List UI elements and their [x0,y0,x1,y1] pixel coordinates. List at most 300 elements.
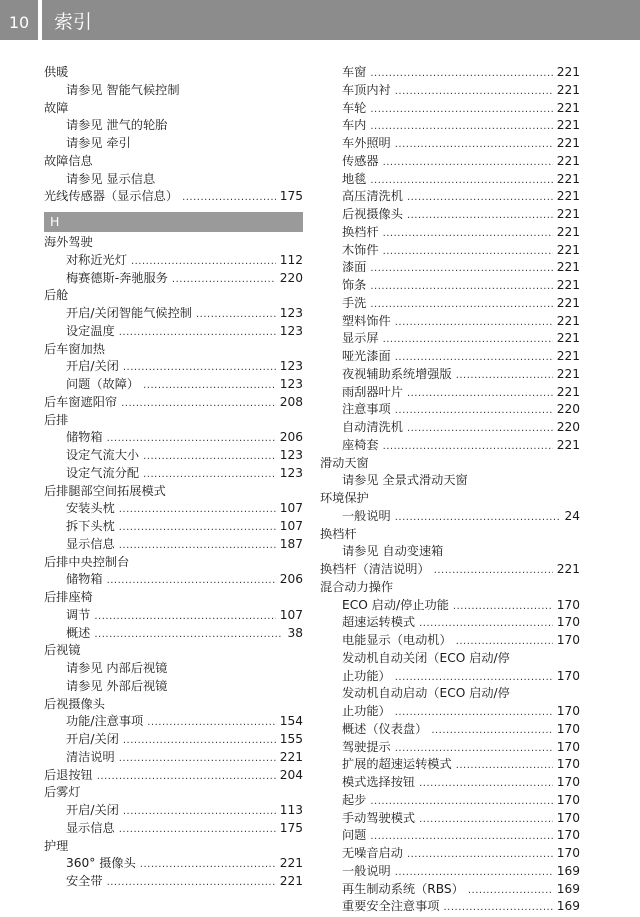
page-reference[interactable]: 170 [556,704,580,718]
dot-leader [395,509,561,527]
dot-leader [419,615,553,633]
entry-label: 扩展的超速运转模式 [342,757,452,772]
entry-label: 调节 [66,607,91,622]
entry-line [66,117,303,135]
page-reference[interactable]: 221 [556,224,580,239]
index-entry [44,188,303,206]
page-reference[interactable]: 123 [279,323,303,338]
entry-line [342,206,580,225]
index-entry [44,642,303,660]
page-reference[interactable]: 221 [556,189,580,204]
page-reference[interactable]: 221 [279,874,303,888]
page-reference[interactable]: 169 [556,899,580,914]
entry-label: 传感器 [342,153,379,168]
entry-label: 地毯 [342,171,367,186]
entry-line [44,188,303,207]
index-entry [44,500,303,518]
page-reference[interactable]: 107 [279,519,303,533]
entry-label: 电能显示（电动机） [342,633,452,647]
dot-leader [407,846,553,864]
entry-label: 座椅套 [342,437,379,452]
dot-leader [370,101,552,119]
index-entry [320,259,580,277]
entry-label: ECO 启动/停止功能 [342,597,449,612]
page-reference[interactable]: 123 [279,448,303,462]
entry-line [342,135,580,154]
index-entry [44,447,303,465]
entry-label: 开启/关闭 [66,732,119,746]
index-entry [44,412,303,430]
entry-line [66,802,303,821]
index-entry [44,376,303,394]
dot-leader [456,757,553,775]
index-entry [320,366,580,384]
dot-leader [119,537,276,555]
page-reference[interactable]: 221 [556,437,580,452]
entry-label: 显示屏 [342,331,379,346]
index-column-right [320,64,580,916]
entry-label: 请参见 内部后视镜 [66,661,168,675]
entry-label: 安装头枕 [66,501,115,516]
page-reference[interactable]: 221 [556,136,580,150]
entry-label: 车顶内衬 [342,82,391,97]
entry-label: 清洁说明 [66,749,115,764]
dot-leader [383,243,553,261]
index-entry [44,64,303,82]
dot-leader [119,501,276,519]
entry-label: 车窗 [342,65,367,79]
dot-leader [119,750,276,768]
entry-label: 后视镜 [44,643,81,658]
index-entry [320,117,580,135]
page-reference[interactable]: 170 [556,668,580,683]
page-reference[interactable]: 221 [556,242,580,257]
entry-line [320,526,580,544]
index-entry [320,845,580,863]
entry-line [44,341,303,359]
index-entry [320,437,580,455]
index-entry [320,632,580,650]
entry-line [66,873,303,892]
dot-leader [123,732,276,750]
entry-label: 后排腿部空间拓展模式 [44,483,166,498]
index-entry [320,472,580,490]
dot-leader [370,65,552,83]
entry-line [320,561,580,580]
entry-line [342,401,580,420]
index-entry [320,100,580,118]
page-reference[interactable]: 221 [556,207,580,221]
index-entry [320,685,580,721]
page-reference[interactable]: 169 [556,863,580,878]
entry-label: 起步 [342,792,367,807]
page-reference[interactable]: 221 [556,171,580,186]
dot-leader [123,359,276,377]
index-entry [44,483,303,501]
entry-line [342,64,580,83]
entry-label: 护理 [44,838,69,853]
page-reference[interactable]: 221 [279,749,303,764]
index-entry [320,206,580,224]
index-entry [44,589,303,607]
entry-line [342,774,580,793]
index-entry [320,898,580,916]
dot-leader [370,793,552,811]
page-reference[interactable]: 154 [279,714,303,729]
page-reference[interactable]: 187 [279,536,303,551]
entry-label: 自动清洗机 [342,420,403,434]
entry-label: 设定气流大小 [66,448,140,462]
dot-leader [407,385,553,403]
dot-leader [468,882,553,900]
index-entry [320,242,580,260]
dot-leader [370,260,552,278]
index-entry [44,660,303,678]
index-entry [44,518,303,536]
dot-leader [107,430,276,448]
header-divider [38,0,42,40]
page-reference[interactable]: 221 [556,349,580,363]
index-entry [44,465,303,483]
entry-label: 后排座椅 [44,590,93,604]
index-entry [320,614,580,632]
page-reference[interactable]: 175 [279,820,303,835]
entry-line [342,224,580,243]
index-entry [320,401,580,419]
index-entry [320,774,580,792]
entry-line [342,810,580,829]
page-reference[interactable]: 170 [556,828,580,843]
index-entry [44,270,303,288]
entry-line [66,465,303,484]
page-reference[interactable]: 221 [556,278,580,292]
entry-label: 供暖 [44,65,69,79]
entry-line [66,270,303,289]
page-reference[interactable]: 170 [556,810,580,825]
entry-label: 问题 [342,828,367,843]
page-reference[interactable]: 123 [279,465,303,480]
entry-label: 手动驾驶模式 [342,810,416,825]
index-entry [44,82,303,100]
index-entry [44,607,303,625]
entry-line [342,845,580,864]
entry-line [44,838,303,856]
entry-line [66,607,303,626]
index-entry [44,536,303,554]
entry-line [342,153,580,172]
entry-line [66,713,303,732]
page-reference[interactable]: 38 [287,625,303,640]
page-reference[interactable]: 107 [279,607,303,622]
index-entry [44,625,303,643]
entry-line [44,100,303,118]
dot-leader [453,598,553,616]
entry-label: 设定气流分配 [66,465,140,480]
page-reference[interactable]: 170 [556,775,580,789]
index-entry [320,277,580,295]
index-entry [320,188,580,206]
dot-leader [395,864,553,882]
dot-leader [383,331,553,349]
page-reference[interactable]: 107 [279,501,303,516]
entry-line [44,784,303,802]
entry-line [44,394,303,413]
entry-line [342,597,580,616]
page-reference[interactable]: 112 [279,252,303,267]
entry-line [342,259,580,278]
index-entry [320,384,580,402]
page-header [0,0,640,40]
page-reference[interactable]: 221 [556,331,580,346]
entry-line [44,696,303,714]
dot-leader [431,722,552,740]
entry-line [44,767,303,786]
page-reference[interactable]: 220 [556,402,580,417]
dot-leader [444,899,553,917]
entry-label: 开启/关闭 [66,803,119,817]
index-entry [44,855,303,873]
entry-label: 环境保护 [320,491,369,505]
entry-line [342,614,580,633]
entry-label: 概述（仪表盘） [342,721,428,736]
index-entry [44,713,303,731]
dot-leader [370,296,552,314]
index-entry [44,171,303,189]
entry-label-line1: 发动机自动启动（ECO 启动/停 [342,686,510,701]
dot-leader [172,271,276,289]
entry-label: 请参见 外部后视镜 [66,678,168,693]
entry-line [66,855,303,874]
entry-label: 光线传感器（显示信息） [44,189,179,204]
entry-label: 后车窗遮阳帘 [44,394,118,409]
index-entry [320,490,580,508]
index-entry [44,571,303,589]
entry-line [342,117,580,136]
page-reference[interactable]: 170 [556,792,580,807]
page-reference[interactable]: 221 [556,366,580,381]
dot-leader [97,768,276,786]
dot-leader [119,324,276,342]
page-reference[interactable]: 208 [279,394,303,409]
entry-line [66,376,303,395]
index-entry [44,394,303,412]
entry-line [342,437,580,456]
index-entry [320,579,580,597]
entry-line [342,472,580,490]
index-entry [44,252,303,270]
entry-label: 高压清洗机 [342,189,403,204]
index-entry [320,508,580,526]
entry-label: 后视摄像头 [44,696,105,711]
entry-line [66,447,303,466]
index-entry [320,827,580,845]
dot-leader [434,562,553,580]
dot-leader [419,811,553,829]
entry-line [342,792,580,811]
entry-label: 请参见 全景式滑动天窗 [342,473,468,488]
page-number: 10 [8,13,30,32]
entry-line [66,135,303,153]
index-entry [320,792,580,810]
entry-label: 后排 [44,412,69,427]
index-entry [44,678,303,696]
dot-leader [119,821,276,839]
page-reference[interactable]: 170 [556,739,580,754]
page-reference[interactable]: 221 [279,856,303,871]
page-reference[interactable]: 175 [279,189,303,204]
dot-leader [147,714,276,732]
entry-line [342,295,580,314]
entry-line [342,313,580,332]
entry-label: 塑料饰件 [342,313,391,328]
page-reference[interactable]: 123 [279,359,303,374]
entry-label: 拆下头枕 [66,519,115,533]
entry-line [342,348,580,367]
entry-label: 请参见 智能气候控制 [66,82,180,97]
page-reference[interactable]: 221 [556,562,580,576]
entry-line [66,429,303,448]
index-entry [44,767,303,785]
index-entry [44,341,303,359]
entry-label: 开启/关闭智能气候控制 [66,306,192,320]
dot-leader [94,626,283,644]
page-reference[interactable]: 170 [556,721,580,736]
entry-line [342,82,580,101]
entry-label: 止功能） [342,668,391,683]
entry-label: 请参见 泄气的轮胎 [66,118,168,133]
entry-label: 混合动力操作 [320,579,394,594]
index-entry [44,117,303,135]
section-header: H [44,212,303,232]
dot-leader [107,572,276,590]
index-entry [320,863,580,881]
entry-label: 滑动天窗 [320,455,369,470]
page-reference[interactable]: 221 [556,100,580,115]
page-reference[interactable]: 221 [556,384,580,399]
page-reference[interactable]: 170 [556,597,580,612]
page-reference[interactable]: 155 [279,732,303,746]
page-reference[interactable]: 170 [556,633,580,647]
index-entry [320,224,580,242]
entry-label: 360° 摄像头 [66,856,136,871]
dot-leader [370,118,552,136]
dot-leader [182,189,276,207]
dot-leader [143,448,276,466]
index-entry [320,171,580,189]
index-entry [320,313,580,331]
entry-line [342,419,580,438]
entry-label: 后雾灯 [44,785,81,800]
entry-line [342,100,580,119]
page-reference[interactable]: 221 [556,260,580,275]
entry-label: 漆面 [342,260,367,275]
entry-label-line1: 发动机自动关闭（ECO 启动/停 [342,650,510,665]
page-reference[interactable]: 204 [279,767,303,782]
page-reference[interactable]: 123 [279,306,303,320]
entry-line [44,554,303,572]
entry-line [66,305,303,324]
dot-leader [119,519,276,537]
page-reference[interactable]: 170 [556,615,580,630]
index-entry [320,543,580,561]
page-reference[interactable]: 170 [556,846,580,860]
entry-label: 对称近光灯 [66,252,127,267]
entry-label: 一般说明 [342,863,391,878]
entry-label: 超速运转模式 [342,615,416,630]
dot-leader [383,154,553,172]
entry-label: 注意事项 [342,402,391,417]
dot-leader [131,253,276,271]
entry-line [66,625,303,644]
dot-leader [395,314,553,332]
page-reference[interactable]: 220 [556,420,580,434]
page-reference[interactable]: 220 [279,270,303,285]
page-reference[interactable]: 123 [279,377,303,391]
dot-leader [395,669,553,687]
index-entry [44,135,303,153]
index-entry [320,64,580,82]
entry-label: 请参见 显示信息 [66,171,156,186]
page-reference[interactable]: 221 [556,153,580,168]
index-entry [44,838,303,856]
entry-line [44,153,303,171]
entry-line [44,287,303,305]
entry-label: 故障 [44,100,69,115]
page-reference[interactable]: 170 [556,757,580,772]
entry-label: 后车窗加热 [44,341,105,356]
page-reference[interactable]: 221 [556,82,580,97]
page-reference[interactable]: 221 [556,118,580,133]
page-reference[interactable]: 221 [556,65,580,79]
index-entry [44,358,303,376]
dot-leader [123,803,276,821]
page-reference[interactable]: 221 [556,313,580,328]
entry-line [342,508,580,527]
entry-line [66,660,303,678]
page-reference[interactable]: 169 [556,881,580,896]
index-entry [44,784,303,802]
dot-leader [140,856,276,874]
entry-label: 手洗 [342,295,367,310]
dot-leader [395,83,553,101]
entry-label: 设定温度 [66,323,115,338]
page-reference[interactable]: 206 [279,572,303,587]
dot-leader [143,377,276,395]
index-entry [320,526,580,544]
index-entry [44,429,303,447]
page-reference[interactable]: 221 [556,295,580,310]
index-entry [44,731,303,749]
dot-leader [395,740,553,758]
index-entry [44,234,303,252]
entry-line [342,739,580,758]
index-entry [320,881,580,899]
entry-line [342,366,580,385]
index-entry [320,348,580,366]
page-reference[interactable]: 206 [279,430,303,445]
entry-label: 哑光漆面 [342,349,391,363]
entry-label: 车外照明 [342,136,391,150]
entry-label: 重要安全注意事项 [342,899,440,914]
index-entry [320,739,580,757]
page-reference[interactable]: 113 [279,803,303,817]
dot-leader [419,775,553,793]
entry-label: 安全带 [66,874,103,888]
index-entry [44,696,303,714]
index-entry [44,802,303,820]
page-reference[interactable]: 24 [564,508,580,523]
entry-label: 开启/关闭 [66,359,119,374]
